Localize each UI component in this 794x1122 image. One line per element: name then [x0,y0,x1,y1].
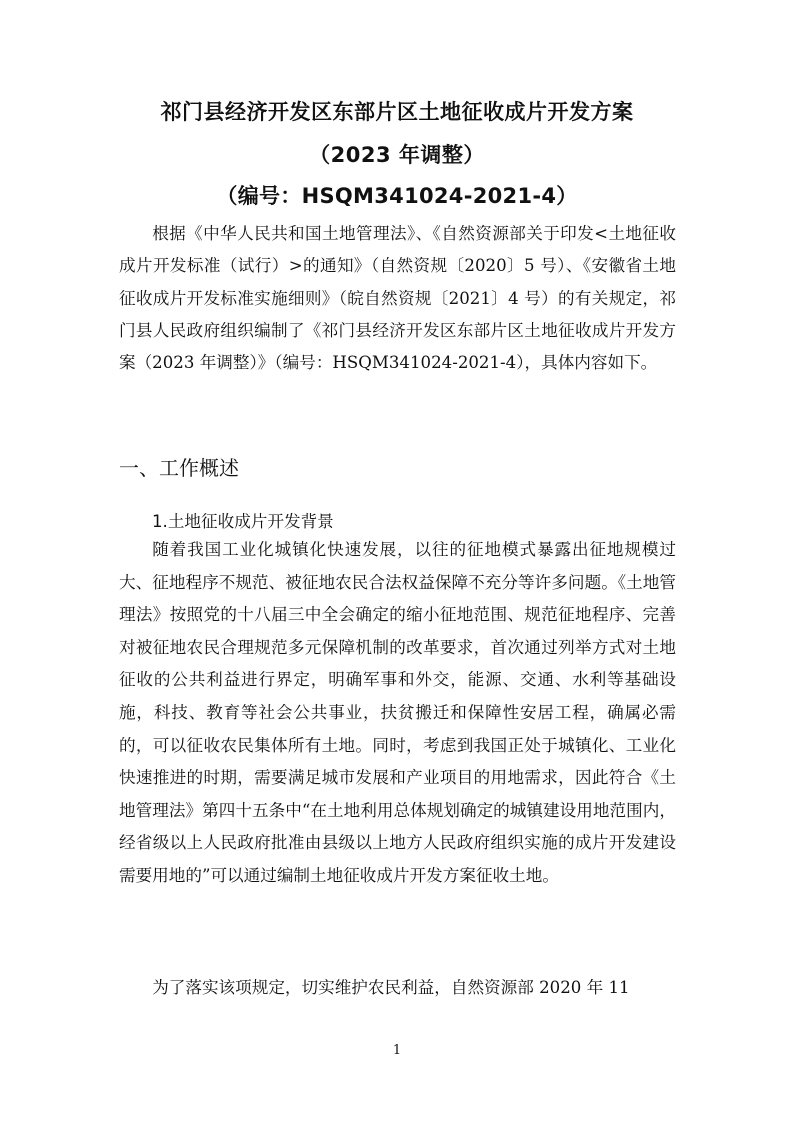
page-number: 1 [392,1043,402,1058]
document-number: （编号：HSQM341024-2021-4） [216,184,578,208]
document-subtitle-year: （2023 年调整） [309,143,485,167]
section-heading-overview: 一、工作概述 [119,456,239,480]
background-paragraph: 随着我国工业化城镇化快速发展，以往的征地模式暴露出征地规模过大、征地程序不规范、被征地农民合法权益保障不充分等许多问题。《土地管理法》按照党的十八届三中全会确定的缩小征地范围、规范征地程序、完善对被征地农民合理规范多元保障机制的改革要求，首次通过列举方式对土地征收的公共利益进行界定，明确军事和外交，能源、交通、水利等基础设施，科技、教育等社会公共事业，扶贫搬迁和保障性安居工程，确属必需的，可以征收农民集体所有土地。同时，考虑到我国正处于城镇化、工业化快速推进的时期，需要满足城市发展和产业项目的用地需求，因此符合《土地管理法》第四十五条中“在土地利用总体规划确定的城镇建设用地范围内，经省级以上人民政府批准由县级以上地方人民政府组织实施的成片开发建设需要用地的”可以通过编制土地征收成片开发方案征收土地。 [119,540,676,885]
subsection-heading-background: 1.土地征收成片开发背景 [152,512,334,531]
document-title: 祁门县经济开发区东部片区土地征收成片开发方案 [160,100,634,124]
intro-paragraph: 根据《中华人民共和国土地管理法》、《自然资源部关于印发<土地征收成片开发标准（试行）>的通知》（自然资规〔2020〕5 号）、《安徽省土地征收成片开发标准实施细则》（皖自然资规〔2021〕4 号）的有关规定，祁门县人民政府组织编制了《祁门县经济开发区东部片区土地征收成片开发方案（2023 年调整）》（编号：HSQM341024-2021-4），具体内容如下。 [119,224,676,373]
continuation-paragraph: 为了落实该项规定，切实维护农民利益，自然资源部 2020 年 11 [152,978,630,997]
